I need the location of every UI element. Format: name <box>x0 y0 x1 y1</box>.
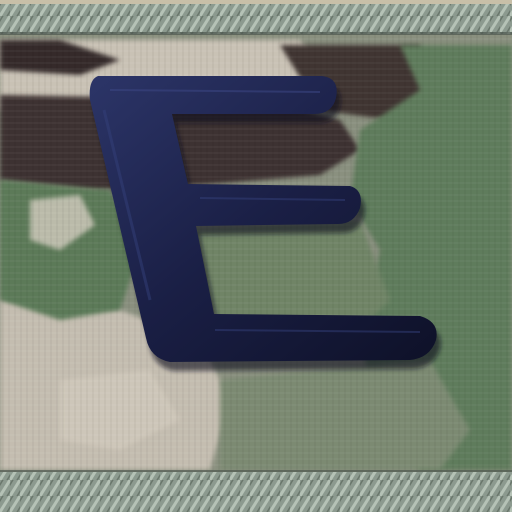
stitched-border-icon <box>0 472 512 512</box>
border-shadow <box>0 32 512 35</box>
stitched-border-icon <box>0 4 512 34</box>
